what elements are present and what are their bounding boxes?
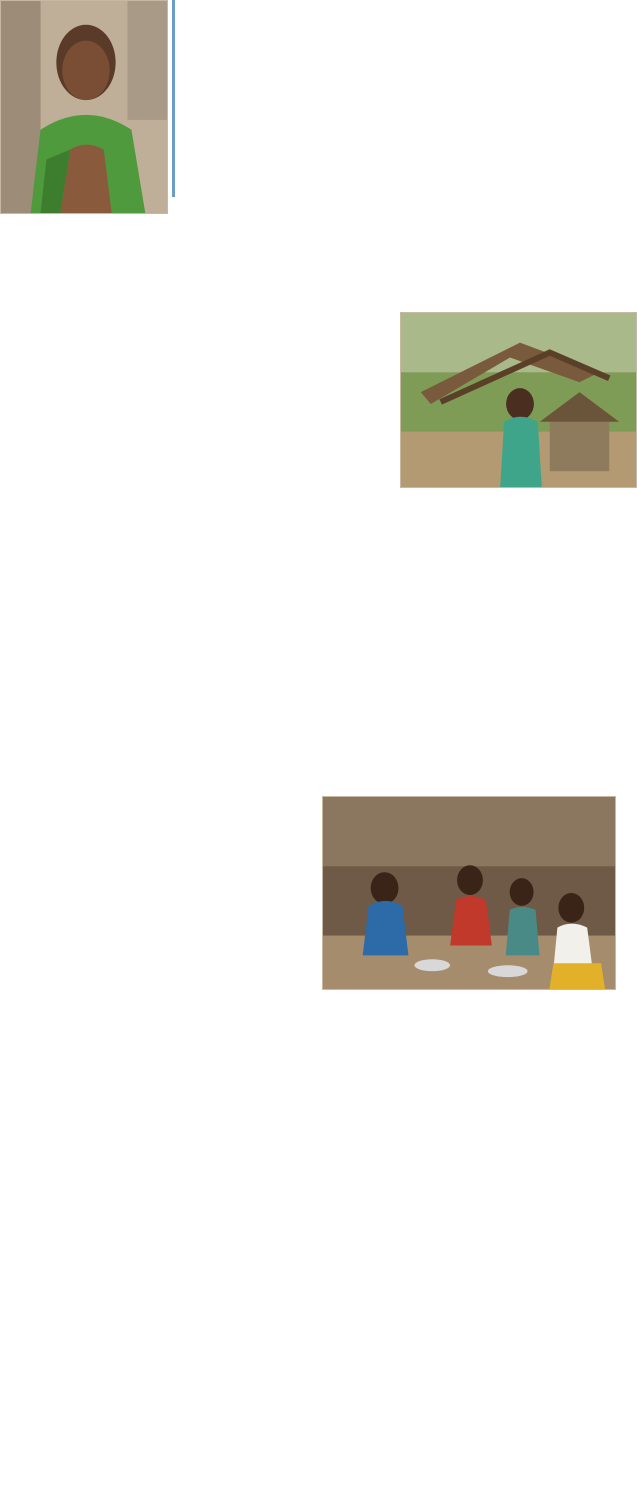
firewood-photo-graphic xyxy=(401,313,636,487)
intro-paragraph xyxy=(172,0,637,197)
section-2-paragraph-3 xyxy=(52,1102,630,1224)
siblings-eating-photo xyxy=(322,796,616,990)
section-1-paragraph-2 xyxy=(52,516,630,788)
section-3-paragraph-1 xyxy=(52,1276,630,1406)
section-1-paragraph-1 xyxy=(56,350,390,490)
section-3-paragraph-2 xyxy=(52,1412,630,1492)
section-2-paragraph-1 xyxy=(56,830,312,990)
opening-paragraph xyxy=(8,222,630,314)
woman-carrying-firewood-photo xyxy=(400,312,637,488)
portrait-photo-graphic xyxy=(1,1,167,213)
siblings-photo-graphic xyxy=(323,797,615,989)
portrait-photo xyxy=(0,0,168,214)
section-2-paragraph-2 xyxy=(52,1000,630,1092)
